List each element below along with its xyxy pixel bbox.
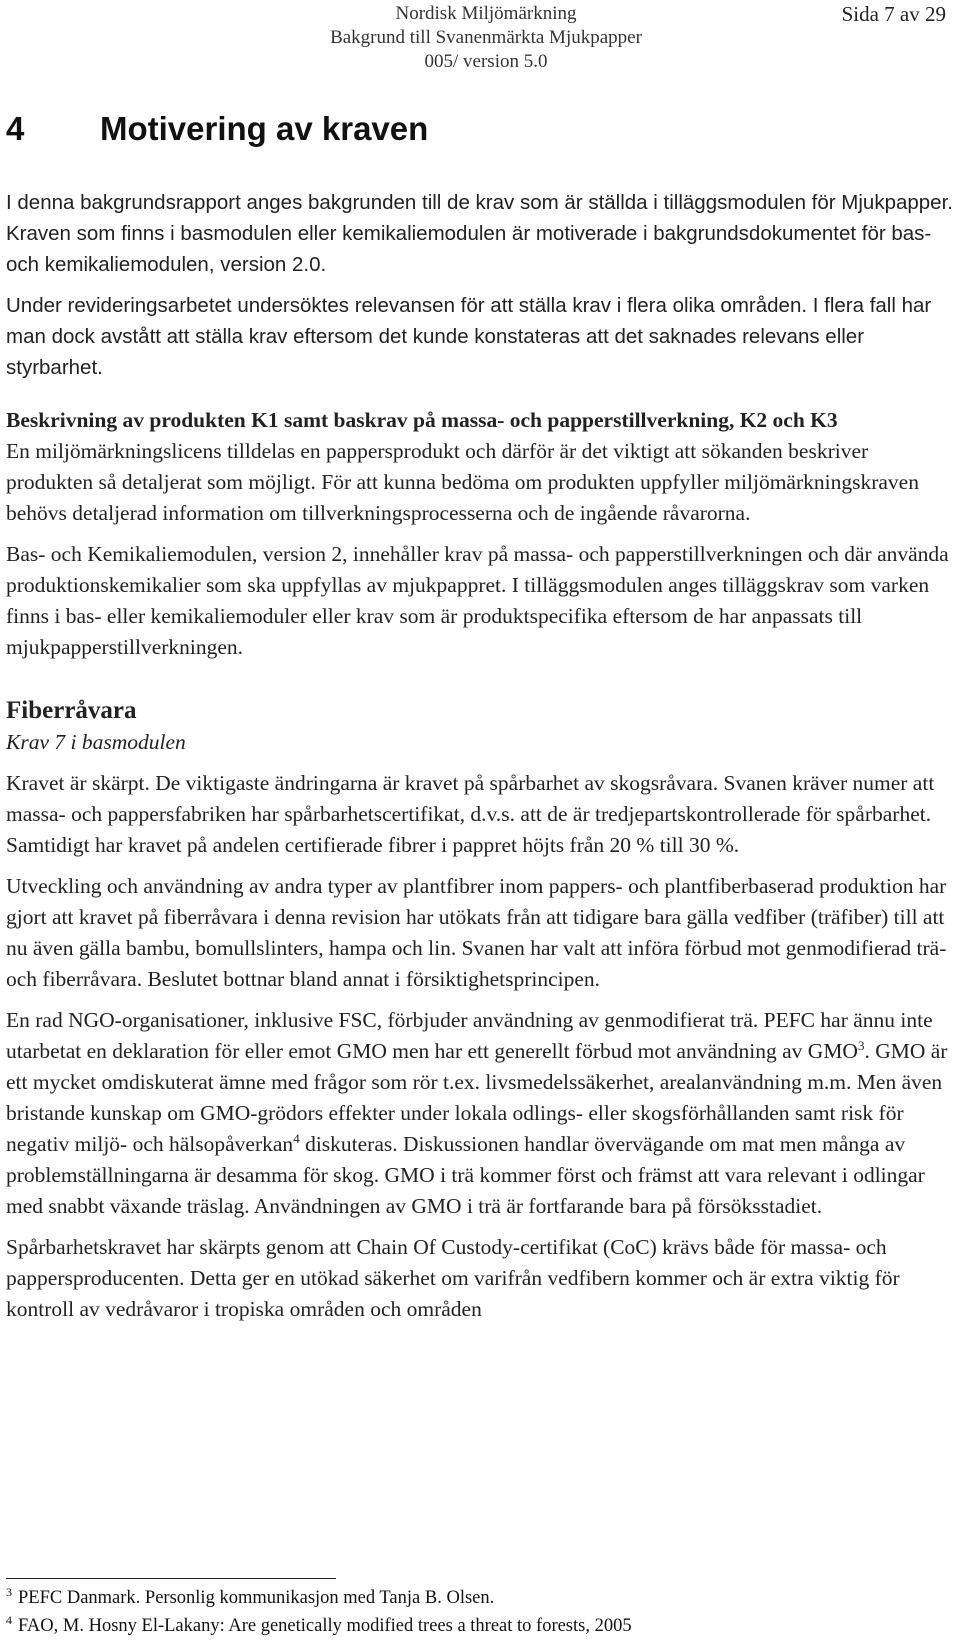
footnote-text: FAO, M. Hosny El-Lakany: Are genetically modified trees a threat to forests, 2005 [18,1616,632,1636]
section-paragraph [6,1005,956,1222]
paragraph-text: En rad NGO-organisationer, inklusive FSC, förbjuder användning av genmodifierat trä. PEFC har ännu inte utarbetat en deklaration för eller emot GMO men har ett generellt förbud mot användning av GMO [6,1008,933,1063]
page-number: Sida 7 av 29 [841,2,946,26]
section-paragraph: Bas- och Kemikaliemodulen, version 2, innehåller krav på massa- och papperstillverkningen och där använda produktionskemikalier som ska uppfyllas av mjukpappret. I tilläggsmodulen anges tilläggskrav som varken finns i bas- eller kemikaliemoduler eller krav som är produktspecifika eftersom de har anpassats till mjukpapperstillverkningen. [6,542,949,659]
footnote-ref[interactable]: 4 [293,1130,300,1146]
header-version: 005/ version 5.0 [424,51,548,72]
section-heading-product: Beskrivning av produkten K1 samt baskrav på massa- och papperstillverkning, K2 och K3 [6,408,838,432]
section-paragraph: Utveckling och användning av andra typer av plantfibrer inom pappers- och plantfiberbaserad produktion har gjort att kravet på fiberråvara i denna revision har utökats från att tidigare bara gälla vedfiber (träfiber) till att nu även gälla bambu, bomullslinters, hampa och lin. Svanen har valt att införa förbud mot genmodifierad trä- och fiberråvara. Beslutet bottnar bland annat i försiktighetsprincipen. [6,874,947,991]
footnote-text: PEFC Danmark. Personlig kommunikasjon med Tanja B. Olsen. [18,1588,495,1608]
footnote [6,1584,632,1612]
paragraph-text: . GMO är ett mycket omdiskuterat ämne med frågor som rör t.ex. livsmedelssäkerhet, arealanvändning m.m. Men även bristande kunskap om GMO-grödors effekter under lokala odlings- eller skogsförhållanden samt risk för negativ miljö- och hälsopåverkan [6,1039,948,1156]
chapter-number: 4 [6,110,25,147]
footnote-number: 4 [6,1612,12,1627]
footnotes [6,1584,632,1640]
chapter-title: Motivering av kraven [100,110,429,147]
section-paragraph: En miljömärkningslicens tilldelas en pappersprodukt och därför är det viktigt att sökanden beskriver produkten så detaljerat som möjligt. För att kunna bedöma om produkten uppfyller miljömärkningskraven behövs detaljerad information om tillverkningsprocesserna och de ingående råvarorna. [6,439,919,525]
header-organization: Nordisk Miljömärkning [395,3,577,24]
section-paragraph: Kravet är skärpt. De viktigaste ändringarna är kravet på spårbarhet av skogsråvara. Svanen kräver numer att massa- och pappersfabriken har spårbarhetscertifikat, d.v.s. att de är tredjepartskontrollerade för spårbarhet. Samtidigt har kravet på andelen certifierade fibrer i pappret höjts från 20 % till 30 %. [6,771,935,857]
footnote [6,1612,632,1640]
running-header [266,2,706,74]
footnote-divider [6,1578,336,1579]
footnote-number: 3 [6,1584,12,1599]
section-paragraph: Spårbarhetskravet har skärpts genom att Chain Of Custody-certifikat (CoC) krävs både för massa- och pappersproducenten. Detta ger en utökad säkerhet om varifrån vedfibern kommer och är extra viktig för kontroll av vedråvaror i tropiska områden och områden [6,1235,900,1321]
paragraph-text: diskuteras. Diskussionen handlar övervägande om mat men många av problemställningarna är desamma för skog. GMO i trä kommer först och främst att vara relevant i odlingar med snabbt växande träslag. Användningen av GMO i trä är fortfarande bara på försöksstadiet. [6,1132,925,1218]
body-text [6,187,956,1335]
header-document-title: Bakgrund till Svanenmärkta Mjukpapper [330,27,642,48]
intro-paragraph: Under revideringsarbetet undersöktes relevansen för att ställa krav i flera olika områden. I flera fall har man dock avstått att ställa krav eftersom det kunde konstateras att det saknades relevans eller styrbarhet. [6,294,932,379]
requirement-reference: Krav 7 i basmodulen [6,730,186,754]
footnote-ref[interactable]: 3 [857,1037,865,1053]
section-heading-fiber: Fiberråvara [6,697,137,724]
intro-paragraph: I denna bakgrundsrapport anges bakgrunden till de krav som är ställda i tilläggsmodulen för Mjukpapper. Kraven som finns i basmodulen eller kemikaliemodulen är motiverade i bakgrundsdokumentet för bas- och kemikaliemodulen, version 2.0. [6,191,953,276]
chapter-heading [6,110,428,148]
